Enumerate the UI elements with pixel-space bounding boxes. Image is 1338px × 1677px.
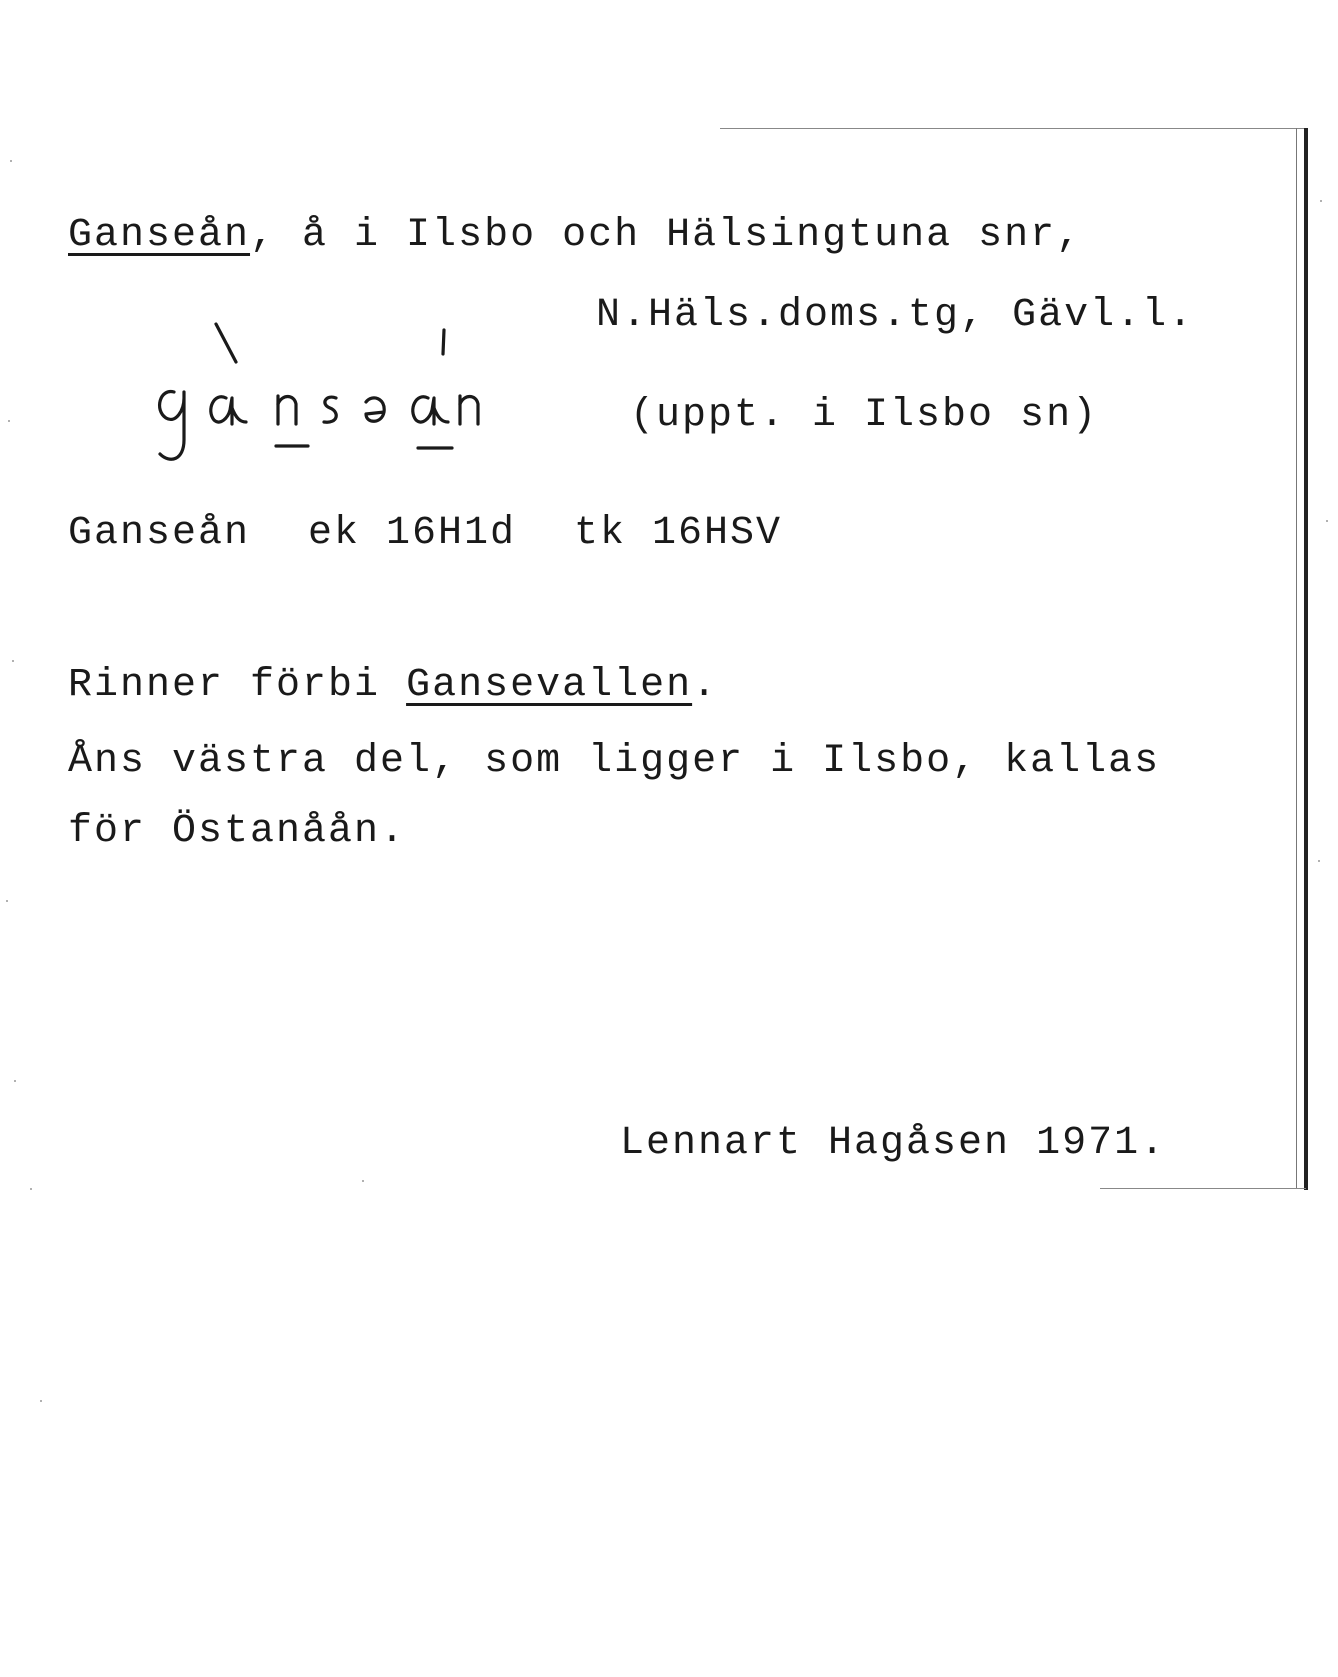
map-ref-name: Ganseån (68, 511, 251, 556)
card-right-edge-inner (1296, 128, 1297, 1188)
signature: Lennart Hagåsen 1971. (620, 1121, 1167, 1166)
description-line-3: för Östanåån. (68, 809, 407, 854)
place-name: Gansevallen (406, 663, 693, 708)
card-bottom-edge (1100, 1188, 1306, 1189)
district-line: N.Häls.doms.tg, Gävl.l. (596, 293, 1195, 338)
card-top-edge (720, 128, 1306, 129)
handwritten-pronunciation (140, 300, 520, 470)
heading-line (68, 212, 1082, 260)
description-suffix: . (692, 663, 719, 708)
river-name: Ganseån (68, 213, 251, 258)
description-prefix: Rinner förbi (68, 663, 407, 708)
description-line-1 (68, 662, 718, 710)
map-ref-tk: tk 16HSV (574, 511, 783, 556)
recording-note: (uppt. i Ilsbo sn) (630, 393, 1099, 438)
heading-rest: , å i Ilsbo och Hälsingtuna snr, (250, 213, 1083, 258)
description-line-2: Åns västra del, som ligger i Ilsbo, kallas (68, 739, 1161, 784)
map-ref-ek: ek 16H1d (308, 511, 517, 556)
card-right-edge (1304, 128, 1308, 1190)
